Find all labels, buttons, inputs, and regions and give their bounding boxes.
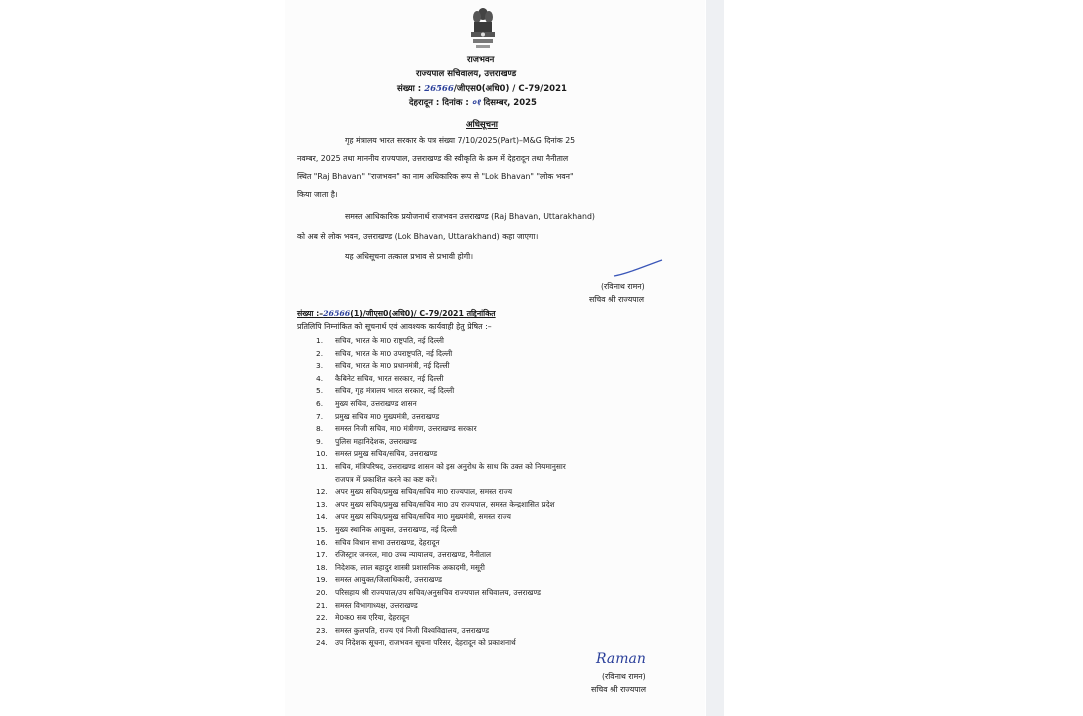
list-item [316, 400, 417, 407]
list-item-text: अपर मुख्य सचिव/प्रमुख सचिव/सचिव मा0 उप राज्यपाल, समस्त केन्द्रशासित प्रदेश [335, 499, 555, 509]
list-item-number: 10. [316, 449, 328, 459]
list-item [316, 476, 437, 483]
list-item-number: 2. [316, 348, 324, 358]
notice-title: अधिसूचना [466, 120, 498, 130]
signatory-designation-1: सचिव श्री राज्यपाल [589, 295, 644, 304]
list-item-number: 17. [316, 550, 328, 560]
list-item [316, 539, 440, 546]
list-item-text: मे0क0 सब एरिया, देहरादून [335, 613, 410, 623]
list-item-number: 18. [316, 562, 328, 572]
list-item-text: समस्त आयुक्त/जिलाधिकारी, उत्तराखण्ड [335, 575, 442, 585]
list-item [316, 589, 541, 596]
signatory-name-2: (रविनाथ रामन) [602, 672, 646, 681]
list-item [316, 463, 566, 470]
list-item-text: अपर मुख्य सचिव/प्रमुख सचिव/सचिव मा0 राज्यपाल, समस्त राज्य [335, 487, 513, 497]
list-item-text: कैबिनेट सचिव, भारत सरकार, नई दिल्ली [335, 373, 444, 383]
secretariat-name: राज्यपाल सचिवालय, उत्तराखण्ड [416, 69, 517, 79]
list-item-text: रजिस्ट्रार जनरल, मा0 उच्च न्यायालय, उत्तराखण्ड, नैनीताल [335, 550, 492, 560]
list-item-text: सचिव, भारत के मा0 उपराष्ट्रपति, नई दिल्ली [335, 348, 453, 358]
list-item [316, 576, 442, 583]
list-item-number: 15. [316, 525, 328, 534]
signature-scribble-2: Raman [596, 651, 646, 667]
list-item [316, 375, 444, 382]
list-item-number: 22. [316, 613, 328, 623]
copy-reference: संख्या :–26566(1)/जीएस0(अधि0)/ C-79/2021 तद्दिनांकित [297, 309, 496, 318]
list-item [316, 564, 485, 571]
list-item-number: 23. [316, 625, 328, 635]
list-item-number: 13. [316, 499, 328, 509]
list-item-text: सचिव विधान सभा उत्तराखण्ड, देहरादून [335, 537, 440, 547]
list-item-number: 20. [316, 588, 328, 597]
list-item-number: 9. [316, 436, 324, 446]
para1-line2: नवम्बर, 2025 तथा माननीय राज्यपाल, उत्तराखण्ड की स्वीकृति के क्रम में देहरादून तथा नैनीताल [297, 154, 569, 163]
list-item-number: 1. [316, 336, 324, 345]
list-item [316, 602, 418, 609]
list-item-text: मुख्य सचिव, उत्तराखण्ड शासन [335, 399, 417, 408]
list-item-text: परिसहाय श्री राज्यपाल/उप सचिव/अनुसचिव राज्यपाल सचिवालय, उत्तराखण्ड [335, 588, 541, 597]
list-item [316, 350, 452, 357]
list-item-text: पुलिस महानिदेशक, उत्तराखण्ड [335, 436, 417, 446]
signature-scribble-1 [612, 258, 664, 280]
list-item-text: सचिव, गृह मंत्रालय भारत सरकार, नई दिल्ली [335, 386, 455, 396]
list-item-text: सचिव, मंत्रिपरिषद, उत्तराखण्ड शासन को इस अनुरोध के साथ कि उक्त को नियमानुसार [335, 462, 566, 471]
list-item-text: समस्त प्रमुख सचिव/सचिव, उत्तराखण्ड [335, 449, 438, 459]
list-item-text: अपर मुख्य सचिव/प्रमुख सचिव/सचिव मा0 मुख्यमंत्री, समस्त राज्य [335, 512, 511, 522]
list-item [316, 387, 454, 394]
copy-intro: प्रतिलिपि निम्नांकित को सूचनार्थ एवं आवश्यक कार्यवाही हेतु प्रेषित :– [297, 322, 492, 331]
list-item [316, 614, 409, 621]
list-item-text: उप निदेशक सूचना, राजभवन सूचना परिसर, देहरादून को प्रकाशनार्थ [335, 638, 516, 648]
list-item [316, 438, 417, 445]
reference-number: संख्या : 26566/जीएस0(अधि0) / C-79/2021 [397, 84, 567, 94]
list-item-text: सचिव, भारत के मा0 प्रधानमंत्री, नई दिल्ली [335, 361, 450, 371]
signatory-designation-2: सचिव श्री राज्यपाल [591, 685, 646, 694]
list-item [316, 337, 444, 344]
viewer-edge [706, 0, 724, 716]
list-item-number: 5. [316, 386, 324, 396]
list-item [316, 526, 457, 533]
list-item-text: समस्त विभागाध्यक्ष, उत्तराखण्ड [335, 600, 418, 610]
list-item [316, 488, 512, 495]
list-item [316, 413, 439, 420]
list-item-number: 19. [316, 575, 328, 585]
list-item [316, 450, 437, 457]
national-emblem-icon [467, 6, 499, 50]
list-item [316, 425, 477, 432]
list-item-text: प्रमुख सचिव मा0 मुख्यमंत्री, उत्तराखण्ड [335, 411, 440, 421]
list-item-number: 6. [316, 399, 324, 408]
list-item-number: 4. [316, 373, 324, 383]
list-item-number: 3. [316, 361, 324, 371]
para3: यह अधिसूचना तत्काल प्रभाव से प्रभावी होगी। [345, 252, 474, 261]
para1-line4: किया जाता है। [297, 190, 338, 199]
office-name: राजभवन [467, 55, 495, 65]
list-item [316, 513, 511, 520]
para1-line3: स्थित "Raj Bhavan" "राजभवन" का नाम अधिकारिक रूप से "Lok Bhavan" "लोक भवन" [297, 172, 574, 181]
para1-line1: गृह मंत्रालय भारत सरकार के पत्र संख्या 7/10/2025(Part)–M&G दिनांक 25 [345, 136, 576, 145]
para2-line2: को अब से लोक भवन, उत्तराखण्ड (Lok Bhavan, Uttarakhand) कहा जाएगा। [297, 232, 539, 241]
list-item [316, 627, 489, 634]
date-line: देहरादून : दिनांक : ०१ दिसम्बर, 2025 [409, 98, 537, 108]
list-item-text: समस्त कुलपति, राज्य एवं निजी विश्वविद्यालय, उत्तराखण्ड [335, 625, 490, 635]
para2-line1: समस्त आधिकारिक प्रयोजनार्थ राजभवन उत्तराखण्ड (Raj Bhavan, Uttarakhand) [345, 212, 595, 221]
list-item-text: सचिव, भारत के मा0 राष्ट्रपति, नई दिल्ली [335, 336, 444, 345]
handwritten-ref: 26566 [424, 84, 454, 94]
list-item-number: 14. [316, 512, 328, 522]
list-item-text: मुख्य स्थानिक आयुक्त, उत्तराखण्ड, नई दिल्ली [335, 525, 457, 534]
list-item [316, 551, 491, 558]
list-item [316, 639, 516, 646]
list-item [316, 501, 555, 508]
list-item-number: 21. [316, 600, 328, 610]
list-item-number: 8. [316, 424, 324, 434]
list-item-number: 12. [316, 487, 328, 497]
list-item-number: 11. [316, 462, 328, 471]
list-item-number: 24. [316, 638, 328, 648]
list-item [316, 362, 450, 369]
list-item-number: 16. [316, 537, 328, 547]
list-item-text: समस्त निजी सचिव, मा0 मंत्रीगण, उत्तराखण्ड सरकार [335, 424, 477, 434]
list-item-text: निदेशक, लाल बहादुर शास्त्री प्रशासनिक अकादमी, मसूरी [335, 562, 485, 572]
signatory-name-1: (रविनाथ रामन) [601, 282, 645, 291]
list-item-number: 7. [316, 411, 324, 421]
list-item-text: राजपत्र में प्रकाशित करने का कष्ट करें। [335, 474, 438, 484]
